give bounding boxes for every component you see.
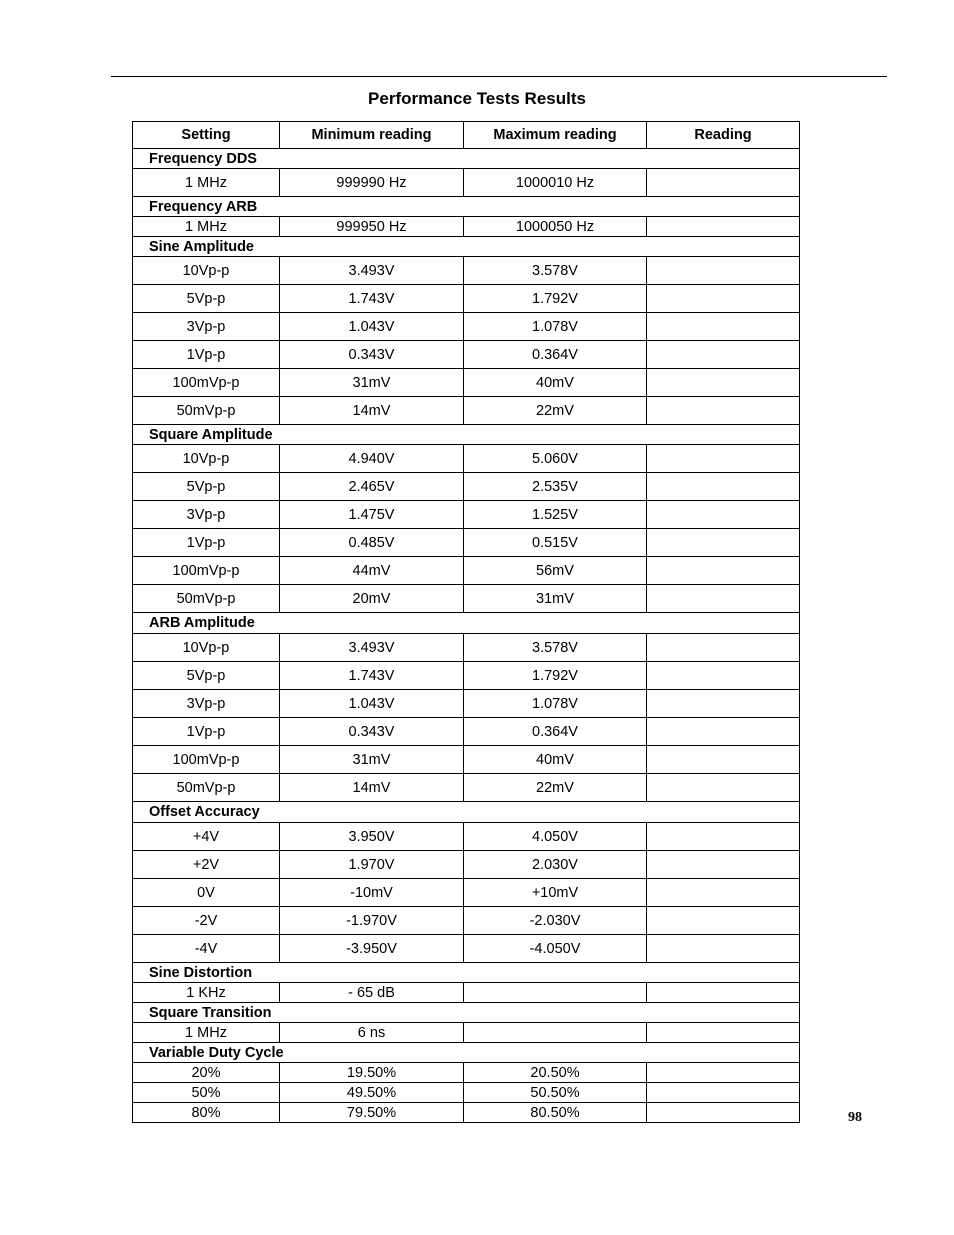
maximum-cell: 0.364V: [464, 341, 647, 369]
setting-cell: -2V: [133, 907, 280, 935]
section-label: ARB Amplitude: [133, 613, 800, 634]
col-header-maximum: Maximum reading: [464, 122, 647, 149]
reading-cell: [647, 169, 800, 197]
table-row: [133, 718, 800, 746]
minimum-cell: 31mV: [280, 369, 464, 397]
setting-cell: 100mVp-p: [133, 369, 280, 397]
reading-cell: [647, 529, 800, 557]
maximum-cell: 80.50%: [464, 1103, 647, 1123]
setting-cell: 3Vp-p: [133, 690, 280, 718]
maximum-cell: 50.50%: [464, 1083, 647, 1103]
minimum-cell: 3.493V: [280, 634, 464, 662]
maximum-cell: 1.525V: [464, 501, 647, 529]
reading-cell: [647, 1083, 800, 1103]
minimum-cell: 2.465V: [280, 473, 464, 501]
table-row: [133, 1103, 800, 1123]
section-label: Square Amplitude: [133, 425, 800, 445]
maximum-cell: 5.060V: [464, 445, 647, 473]
setting-cell: 50mVp-p: [133, 397, 280, 425]
col-header-setting: Setting: [133, 122, 280, 149]
minimum-cell: 6 ns: [280, 1023, 464, 1043]
setting-cell: 0V: [133, 879, 280, 907]
setting-cell: 80%: [133, 1103, 280, 1123]
maximum-cell: 1.792V: [464, 285, 647, 313]
maximum-cell: 31mV: [464, 585, 647, 613]
section-label: Frequency ARB: [133, 197, 800, 217]
setting-cell: 1 MHz: [133, 1023, 280, 1043]
maximum-cell: +10mV: [464, 879, 647, 907]
reading-cell: [647, 341, 800, 369]
minimum-cell: - 65 dB: [280, 983, 464, 1003]
maximum-cell: 1000010 Hz: [464, 169, 647, 197]
table-row: [133, 397, 800, 425]
reading-cell: [647, 907, 800, 935]
setting-cell: 10Vp-p: [133, 634, 280, 662]
maximum-cell: 2.030V: [464, 851, 647, 879]
reading-cell: [647, 851, 800, 879]
section-label: Offset Accuracy: [133, 802, 800, 823]
reading-cell: [647, 746, 800, 774]
table-row: [133, 774, 800, 802]
table-row: [133, 662, 800, 690]
minimum-cell: 1.743V: [280, 285, 464, 313]
minimum-cell: 79.50%: [280, 1103, 464, 1123]
section-row: [133, 425, 800, 445]
minimum-cell: 14mV: [280, 397, 464, 425]
setting-cell: 3Vp-p: [133, 501, 280, 529]
reading-cell: [647, 369, 800, 397]
table-row: [133, 585, 800, 613]
section-label: Frequency DDS: [133, 149, 800, 169]
table-row: [133, 217, 800, 237]
table-row: [133, 1063, 800, 1083]
setting-cell: 50mVp-p: [133, 774, 280, 802]
setting-cell: 1 KHz: [133, 983, 280, 1003]
minimum-cell: -3.950V: [280, 935, 464, 963]
minimum-cell: 999950 Hz: [280, 217, 464, 237]
reading-cell: [647, 935, 800, 963]
section-row: [133, 237, 800, 257]
table-row: [133, 501, 800, 529]
maximum-cell: 3.578V: [464, 634, 647, 662]
reading-cell: [647, 557, 800, 585]
minimum-cell: 1.743V: [280, 662, 464, 690]
section-row: [133, 149, 800, 169]
table-body: [133, 149, 800, 1123]
reading-cell: [647, 313, 800, 341]
maximum-cell: 1.078V: [464, 690, 647, 718]
setting-cell: 10Vp-p: [133, 257, 280, 285]
table-row: [133, 341, 800, 369]
minimum-cell: 0.485V: [280, 529, 464, 557]
setting-cell: 100mVp-p: [133, 746, 280, 774]
minimum-cell: -1.970V: [280, 907, 464, 935]
table-row: [133, 746, 800, 774]
section-row: [133, 802, 800, 823]
maximum-cell: 22mV: [464, 397, 647, 425]
reading-cell: [647, 690, 800, 718]
minimum-cell: 19.50%: [280, 1063, 464, 1083]
minimum-cell: -10mV: [280, 879, 464, 907]
minimum-cell: 49.50%: [280, 1083, 464, 1103]
minimum-cell: 20mV: [280, 585, 464, 613]
table-row: [133, 257, 800, 285]
section-row: [133, 1003, 800, 1023]
setting-cell: 50mVp-p: [133, 585, 280, 613]
table-row: [133, 285, 800, 313]
maximum-cell: 4.050V: [464, 823, 647, 851]
reading-cell: [647, 1103, 800, 1123]
minimum-cell: 0.343V: [280, 341, 464, 369]
table-row: [133, 445, 800, 473]
reading-cell: [647, 445, 800, 473]
setting-cell: -4V: [133, 935, 280, 963]
minimum-cell: 0.343V: [280, 718, 464, 746]
minimum-cell: 1.043V: [280, 690, 464, 718]
table-row: [133, 529, 800, 557]
maximum-cell: 22mV: [464, 774, 647, 802]
table-row: [133, 1083, 800, 1103]
maximum-cell: 1000050 Hz: [464, 217, 647, 237]
maximum-cell: 1.792V: [464, 662, 647, 690]
reading-cell: [647, 585, 800, 613]
table-row: [133, 634, 800, 662]
table-row: [133, 851, 800, 879]
maximum-cell: 56mV: [464, 557, 647, 585]
maximum-cell: 0.515V: [464, 529, 647, 557]
setting-cell: 100mVp-p: [133, 557, 280, 585]
setting-cell: 10Vp-p: [133, 445, 280, 473]
table-row: [133, 690, 800, 718]
minimum-cell: 1.970V: [280, 851, 464, 879]
minimum-cell: 3.950V: [280, 823, 464, 851]
section-row: [133, 613, 800, 634]
minimum-cell: 31mV: [280, 746, 464, 774]
table-row: [133, 823, 800, 851]
table-row: [133, 907, 800, 935]
maximum-cell: 3.578V: [464, 257, 647, 285]
setting-cell: 1 MHz: [133, 217, 280, 237]
section-row: [133, 197, 800, 217]
maximum-cell: 1.078V: [464, 313, 647, 341]
reading-cell: [647, 634, 800, 662]
setting-cell: 20%: [133, 1063, 280, 1083]
section-label: Sine Distortion: [133, 963, 800, 983]
reading-cell: [647, 285, 800, 313]
setting-cell: 1Vp-p: [133, 718, 280, 746]
minimum-cell: 44mV: [280, 557, 464, 585]
reading-cell: [647, 823, 800, 851]
page-title: Performance Tests Results: [368, 89, 586, 108]
minimum-cell: 1.043V: [280, 313, 464, 341]
setting-cell: +4V: [133, 823, 280, 851]
table-row: [133, 935, 800, 963]
setting-cell: 5Vp-p: [133, 662, 280, 690]
reading-cell: [647, 662, 800, 690]
header-rule: [111, 76, 887, 77]
reading-cell: [647, 718, 800, 746]
maximum-cell: [464, 1023, 647, 1043]
minimum-cell: 1.475V: [280, 501, 464, 529]
col-header-reading: Reading: [647, 122, 800, 149]
performance-results-table: [132, 121, 800, 1123]
maximum-cell: -4.050V: [464, 935, 647, 963]
page-number: 98: [848, 1110, 862, 1125]
setting-cell: 50%: [133, 1083, 280, 1103]
reading-cell: [647, 473, 800, 501]
table-row: [133, 473, 800, 501]
reading-cell: [647, 1063, 800, 1083]
minimum-cell: 4.940V: [280, 445, 464, 473]
reading-cell: [647, 217, 800, 237]
maximum-cell: 40mV: [464, 369, 647, 397]
reading-cell: [647, 774, 800, 802]
table-row: [133, 313, 800, 341]
table-row: [133, 557, 800, 585]
header-row: [133, 122, 800, 149]
setting-cell: 1Vp-p: [133, 529, 280, 557]
table-row: [133, 169, 800, 197]
maximum-cell: [464, 983, 647, 1003]
table-row: [133, 983, 800, 1003]
col-header-minimum: Minimum reading: [280, 122, 464, 149]
table-row: [133, 1023, 800, 1043]
section-label: Sine Amplitude: [133, 237, 800, 257]
setting-cell: 1Vp-p: [133, 341, 280, 369]
minimum-cell: 3.493V: [280, 257, 464, 285]
minimum-cell: 14mV: [280, 774, 464, 802]
setting-cell: 5Vp-p: [133, 285, 280, 313]
reading-cell: [647, 501, 800, 529]
setting-cell: 1 MHz: [133, 169, 280, 197]
table-row: [133, 879, 800, 907]
maximum-cell: 0.364V: [464, 718, 647, 746]
reading-cell: [647, 1023, 800, 1043]
reading-cell: [647, 257, 800, 285]
maximum-cell: 2.535V: [464, 473, 647, 501]
maximum-cell: 20.50%: [464, 1063, 647, 1083]
maximum-cell: -2.030V: [464, 907, 647, 935]
setting-cell: +2V: [133, 851, 280, 879]
reading-cell: [647, 397, 800, 425]
setting-cell: 3Vp-p: [133, 313, 280, 341]
minimum-cell: 999990 Hz: [280, 169, 464, 197]
reading-cell: [647, 983, 800, 1003]
section-label: Square Transition: [133, 1003, 800, 1023]
section-row: [133, 1043, 800, 1063]
setting-cell: 5Vp-p: [133, 473, 280, 501]
section-row: [133, 963, 800, 983]
section-label: Variable Duty Cycle: [133, 1043, 800, 1063]
reading-cell: [647, 879, 800, 907]
table-row: [133, 369, 800, 397]
maximum-cell: 40mV: [464, 746, 647, 774]
